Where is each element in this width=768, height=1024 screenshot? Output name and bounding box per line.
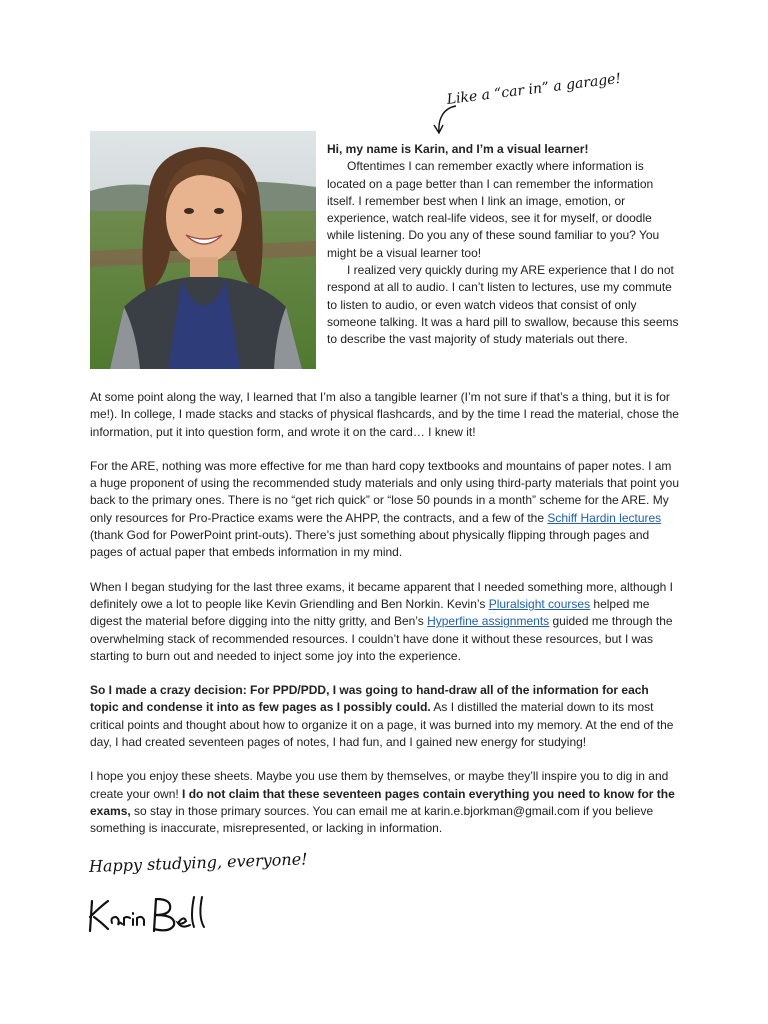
bold-statement: So I made a crazy decision: For PPD/PDD, I was going to hand-draw all of the information for each topic and condense it into as few pages as I possibly could. [90,683,649,715]
signoff-text: Happy studying, everyone! [88,849,308,876]
paragraph-text: I hope you enjoy these sheets. Maybe you use them by themselves, or maybe they’ll inspire you to dig in and create your own! [90,769,669,801]
paragraph-crazy-decision [90,682,680,751]
paragraph-tangible-learner: At some point along the way, I learned that I’m also a tangible learner (I’m not sure if that’s a thing, but it is for me!). In college, I made stacks and stacks of physical flashcards, and by the time I read the material, chose the information, put it into question form, and wrote it on the card… I knew it! [90,390,679,439]
paragraph-text: so stay in those primary sources. You can email me at karin.e.bjorkman@gmail.com if you believe something is inaccurate, misrepresented, or lacking in information. [90,803,654,836]
bold-disclaimer: I do not claim that these seventeen pages contain everything you need to know for the exams, [90,786,675,818]
paragraph-text: As I distilled the material down to its most critical points and thought about how to organize it on a page, it was burned into my memory. At the end of the day, I had created seventeen pages of notes, I had fun, and I gained new energy for studying! [90,700,674,750]
intro-section [327,141,679,349]
paragraph-text: For the ARE, nothing was more effective for me than hard copy textbooks and mountains of paper notes. I am a huge proponent of using the recommended study materials and only using third-party materials that point you back to the primary ones. There is no “get rich quick” or “lose 50 pounds in a month” scheme for the ARE. My only resources for Pro-Practice exams were the AHPP, the contracts, and a few of the [90,458,680,525]
intro-greeting: Hi, my name is Karin, and I’m a visual learner! [327,142,589,156]
author-photo [90,131,316,369]
annotation-text: Like a “car in” a garage! [445,70,622,109]
paragraph-last-three-exams [90,579,680,665]
handwritten-annotation [430,70,622,138]
signature-image [86,893,216,937]
paragraph-enjoy-sheets [90,768,680,837]
pluralsight-courses-link[interactable]: Pluralsight courses [488,596,591,611]
paragraph-text: (thank God for PowerPoint print-outs). There’s just something about physically flipping through pages and pages of actual paper that embeds information in my mind. [90,528,650,560]
main-body [90,389,680,855]
paragraph-text: When I began studying for the last three exams, it became apparent that I needed something more, although I definitely owe a lot to people like Kevin Griendling and Ben Norkin. Kevin’s [90,579,674,611]
schiff-hardin-lectures-link[interactable]: Schiff Hardin lectures [547,510,662,525]
paragraph-text: guided me through the overwhelming stack of recommended resources. I couldn’t have done it without these resources, but I was starting to burn out and needed to inject some joy into the experience. [90,614,673,663]
intro-paragraph-2: I realized very quickly during my ARE experience that I do not respond at all to audio. I can’t listen to lectures, use my commute to listen to audio, or even watch videos that consist of only someone talking. It was a hard pill to swallow, because this seems to describe the vast majority of study materials out there. [327,263,679,347]
paragraph-text: helped me digest the material before digging into the nitty gritty, and Ben’s [90,596,650,629]
paragraph-hard-copy [90,458,680,562]
intro-paragraph-1: Oftentimes I can remember exactly where information is located on a page better than I can remember the information itself. I remember best when I link an image, emotion, or experience, watch real-life videos, see it for myself, or doodle while listening. Do you any of these sound familiar to you? You might be a visual learner too! [327,159,660,260]
hyperfine-assignments-link[interactable]: Hyperfine assignments [427,614,550,629]
